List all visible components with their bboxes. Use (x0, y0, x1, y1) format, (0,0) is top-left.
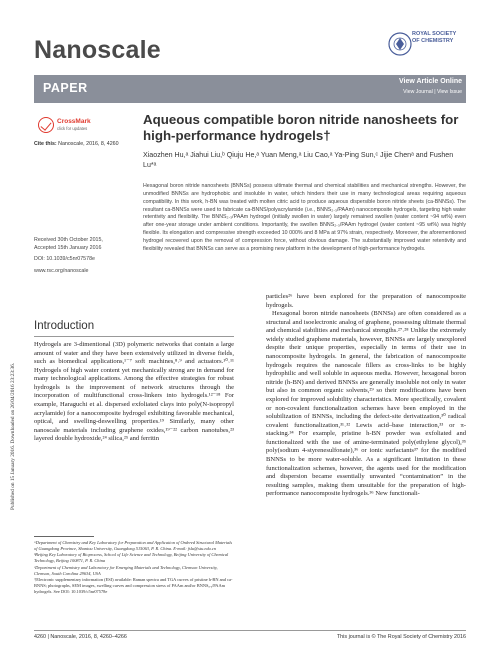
citation (34, 141, 119, 147)
received-date: Received 30th October 2015, (34, 237, 103, 243)
crossmark-subtitle: click for updates (57, 126, 88, 131)
side-note-text: Published on 15 January 2016. Downloaded on 26/04/2016 23:23:36. (10, 362, 16, 510)
journal-name: Nanoscale (34, 36, 161, 64)
journal-website-link[interactable]: www.rsc.org/nanoscale (34, 267, 89, 274)
page-footer-left: 4260 | Nanoscale, 2016, 8, 4260–4266 (34, 634, 127, 640)
footnote-affiliation-a: ᵃDepartment of Chemistry and Key Laboratory for Preparation and Application of Ordered Structural Materials of Guangdong Province, Shantou University, Guangdong 515063, P. R. China. E-mail: fslu@stu.edu.cn (34, 540, 233, 551)
view-journal-issue-links[interactable]: View Journal | View Issue (403, 89, 462, 95)
article-type: PAPER (43, 81, 88, 95)
received-info (34, 237, 138, 275)
right-column (266, 293, 466, 499)
footer-divider (34, 630, 466, 631)
crossmark-icon (38, 117, 54, 133)
paragraph: Hexagonal boron nitride nanosheets (BNNSs) are often considered as a structural and isoelectronic analog of graphene, possessing ultimate thermal and chemical stabilities and mechanical strengths.²⁷˒²⁸ Unlike the extremely widely studied graphene materials, however, BNNSs are largely unexplored despite their unique properties, especially in terms of their use in nanocomposite hydrogels. In general, the fabrication of nanocomposite hydrogels requires the nanoscale fillers as cross-links to be highly hydrophilic and well soluble in aqueous media. However, hexagonal boron nitride (h-BN) and derived BNNSs are generally insoluble not only in water but also in common organic solvents,²⁹ so their modifications have been explored for improved solubility characteristics. More specifically, covalent or non-covalent functionalization schemes have been employed in the solubilization of BNNSs, including the defect-site derivatization,³⁰ radical covalent functionalization,³¹˒³² Lewis acid–base interaction,³³ or π-stacking.³⁴ For example, pristine h-BN powder was exfoliated and functionalized with the use of amine-terminated poly(ethylene glycol),³⁵ poly(sodium 4-styrenesulfonate),³⁶ or ionic surfactants³⁷ for the modified BNNSs to be more water-soluble. As a significant limitation in these functionalization schemes, however, the agents used for the modification and dispersion became essentially unwanted “contamination” in the resulting samples, making them unsuitable for the preparation of high-performance nanocomposite hydrogels.³⁶ New functionali- (266, 310, 466, 498)
crossmark-label (57, 118, 91, 132)
accepted-date: Accepted 15th January 2016 (34, 244, 102, 251)
left-column (34, 341, 234, 444)
paragraph: particles²⁶ have been explored for the preparation of nanocomposite hydrogels. (266, 293, 466, 309)
publisher-name (412, 31, 456, 45)
section-divider (34, 336, 234, 337)
article-title: Aqueous compatible boron nitride nanosheets for high-performance hydrogels† (143, 112, 459, 143)
section-heading-introduction: Introduction (34, 320, 95, 332)
view-article-online-link[interactable]: View Article Online (398, 78, 462, 85)
download-side-note (3, 150, 16, 510)
footnote-affiliation-c: ᶜDepartment of Chemistry and Laboratory for Emerging Materials and Technology, Clemson University, Clemson, South Carolina 29634, USA (34, 564, 218, 576)
footnote-affiliation-b: ᵇBeijing Key Laboratory of Bioprocess, School of Life Science and Technology, Beijing University of Chemical Technology, Beijing 100871, P. R. China (34, 552, 229, 564)
doi[interactable]: DOI: 10.1039/c5nr07578e (34, 256, 95, 263)
page-footer-right: This journal is © The Royal Society of Chemistry 2016 (336, 634, 466, 640)
footnotes (34, 540, 234, 595)
paragraph: Hydrogels are 3-dimentional (3D) polymeric networks that contain a large amount of water and they have been extensively utilized in diverse fields, such as biomedical applications,¹⁻⁷ soft machines,⁸˒⁹ and actuators.¹⁰˒¹¹ Hydrogels of high water content yet mechanically strong are in demand for many technological applications. Among the effective strategies for robust hydrogels is the improvement of network structures through the incorporation of multifunctional cross-linkers into hydrogels.¹²⁻¹⁸ For example, Haraguchi et al. dispersed exfoliated clays into poly(N-isopropyl acrylamide) for a nanocomposite hydrogel exhibiting favorable mechanical, optical, and swelling-deswelling properties.¹⁹ Similarly, many other nanoscale materials including graphene oxides,¹⁹⁻²² carbon nanotubes,²³ layered double hydroxide,²⁴ silica,²⁵ and ferritin (34, 341, 234, 443)
footnote-divider (34, 536, 94, 537)
publisher-line-2: OF CHEMISTRY (412, 38, 454, 44)
footnote-esi: †Electronic supplementary information (ESI) available: Raman spectra and TGA curves of pristine h-BN and ca-BNNS; photographs, SEM images, swelling curves and compression stress of PAAm and/or BNNSₓ.ᵧ/PAAm hydrogels. See DOI: 10.1039/c5nr07578e (34, 577, 233, 594)
crossmark-button[interactable] (38, 117, 91, 133)
citation-ref: Nanoscale, 2016, 8, 4260 (58, 141, 119, 147)
crossmark-title: CrossMark (57, 118, 91, 125)
citation-label: Cite this: (34, 141, 57, 147)
publisher-line-1: ROYAL SOCIETY (412, 31, 457, 37)
abstract: Hexagonal boron nitride nanosheets (BNNSs) possess ultimate thermal and chemical stabilities and mechanical strengths. However, the unmodified BNNSs are hydrophobic and insoluble in water, which hinders their use in many technological areas requiring aqueous compatibility. In this work, h-BN was treated with molten citric acid to produce aqueous dispersible boron nitride sheets (ca-BNNSs). The resultant ca-BNNSs were used to fabricate ca-BNNS/polyacrylamide (i.e., BNNS₂.₃/PAAm) nanocomposite hydrogels, targeting high water retentivity and flexibility. The BNNS₂.₃/PAAm hydrogel (initially swollen in water) largely remained swollen (water content ~94 wt%) even after one-year storage under ambient conditions. Importantly, the swollen BNNS₂.₃/PAAm hydrogel (water content ~95 wt%) was highly flexible. Its elongation and compressive strength exceeded 10 000% and 8 MPa at 97% strain, respectively. Moreover, the aforementioned hydrogel recovered upon the removal of compression force, without obvious damage. The substantially improved water retentivity and flexibility revealed that BNNSs can serve as a promising new platform in the development of high-performance hydrogels. (143, 183, 466, 252)
author-list: Xiaozhen Hu,ᵃ Jiahui Liu,ᵇ Qiuju He,ᵃ Yuan Meng,ᵃ Liu Cao,ᵃ Ya-Ping Sun,ᶜ Jijie Chenᵃ and Fushen Lu*ᵃ (143, 151, 454, 169)
